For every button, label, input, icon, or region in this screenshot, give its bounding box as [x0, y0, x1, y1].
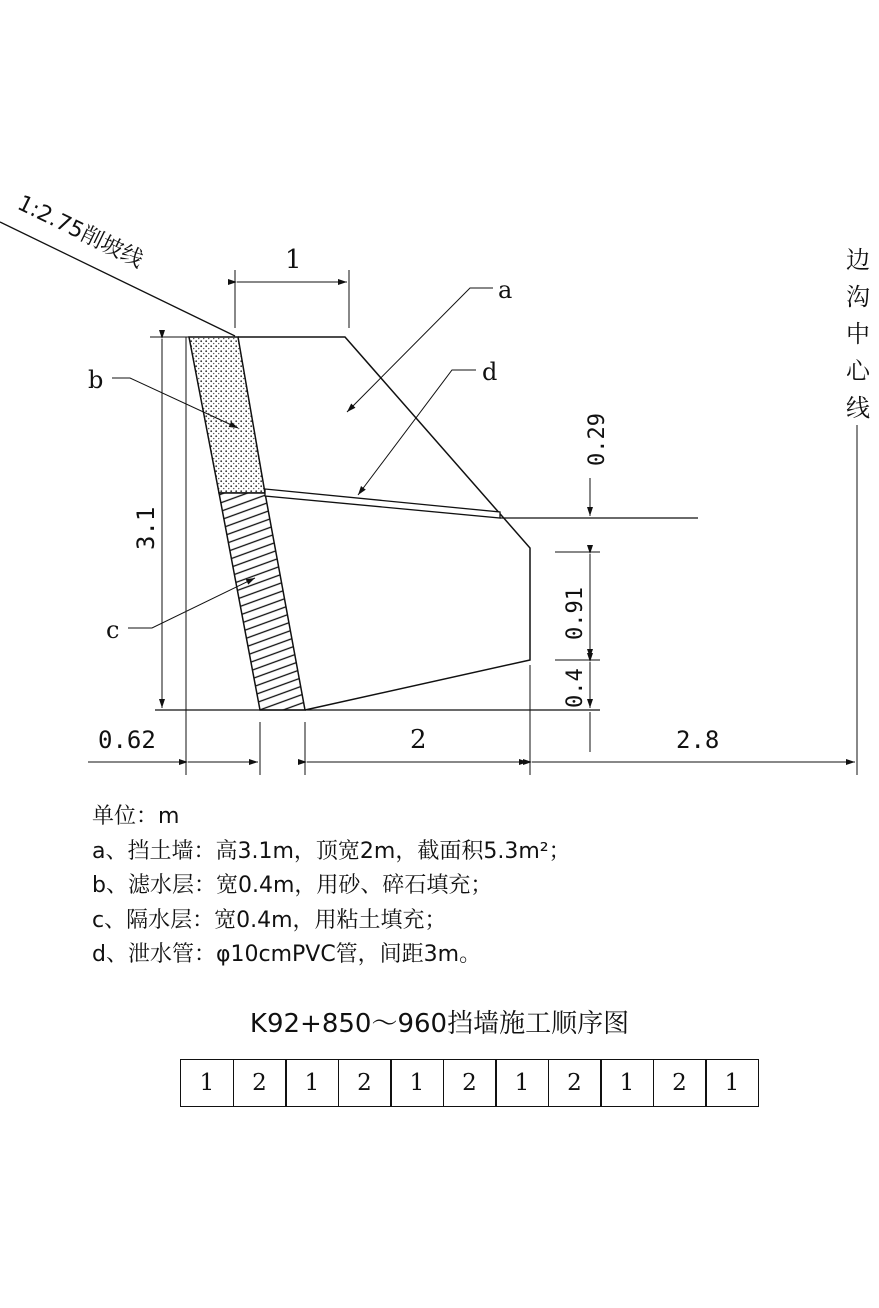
- label-d: d: [482, 358, 498, 386]
- leader-a: [347, 288, 493, 412]
- note-unit: 单位：m: [92, 804, 180, 829]
- impermeable-layer-c: [219, 493, 305, 710]
- sequence-cell: 1: [180, 1059, 234, 1107]
- dim-height: 3.1: [132, 506, 160, 550]
- ditch-label-char: 边: [846, 246, 870, 274]
- sequence-title: K92+850～960挡墙施工顺序图: [249, 1009, 630, 1039]
- ditch-label-char: 线: [846, 394, 870, 422]
- note-b: b、滤水层：宽0.4m，用砂、碎石填充；: [92, 873, 493, 898]
- filter-layer-b: [189, 337, 265, 493]
- ditch-label-char: 中: [846, 320, 870, 348]
- dim-091: 0.91: [563, 587, 588, 640]
- sequence-cell: 2: [338, 1059, 392, 1107]
- note-c: c、隔水层：宽0.4m，用粘土填充；: [92, 907, 447, 933]
- sequence-cell: 2: [443, 1059, 497, 1107]
- note-d: d、泄水管：φ10cmPVC管，间距3m。: [92, 942, 482, 967]
- sequence-cell: 1: [495, 1059, 549, 1107]
- notes-block: [92, 800, 792, 973]
- slope-label: 1:2.75削坡线: [13, 190, 147, 274]
- dim-04: 0.4: [563, 668, 588, 708]
- drain-pipe-d: [265, 489, 500, 518]
- ditch-label-char: 沟: [846, 283, 870, 311]
- dim-062: 0.62: [98, 726, 156, 754]
- sequence-cell: 2: [653, 1059, 707, 1107]
- label-b: b: [88, 366, 104, 394]
- sequence-cell: 1: [390, 1059, 444, 1107]
- leader-d: [358, 370, 476, 495]
- sequence-cell: 2: [548, 1059, 602, 1107]
- label-a: a: [498, 276, 513, 304]
- dim-2: 2: [410, 725, 427, 755]
- sequence-cell: 2: [233, 1059, 287, 1107]
- sequence-table: [180, 1059, 759, 1107]
- note-a: a、挡土墙：高3.1m，顶宽2m，截面积5.3m²；: [92, 838, 571, 864]
- sequence-cell: 1: [600, 1059, 654, 1107]
- sequence-cell: 1: [285, 1059, 339, 1107]
- dim-28: 2.8: [676, 726, 720, 754]
- dim-029: 0.29: [585, 413, 610, 466]
- label-c: c: [106, 616, 120, 644]
- ditch-label-char: 心: [846, 357, 870, 385]
- sequence-cell: 1: [705, 1059, 759, 1107]
- dim-top-width: 1: [285, 245, 302, 275]
- ditch-centerline-label: [846, 246, 871, 422]
